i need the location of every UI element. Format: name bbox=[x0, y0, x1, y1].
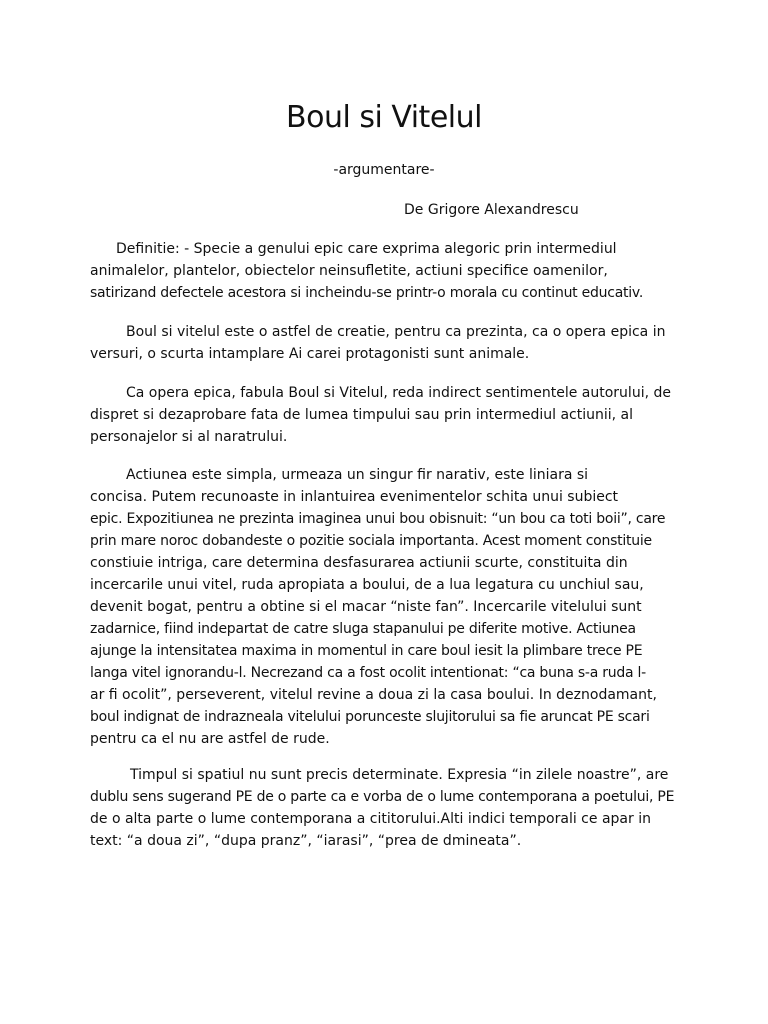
paragraph-line: devenit bogat, pentru a obtine si el macar “niste fan”. Incercarile vitelului sunt bbox=[90, 599, 642, 615]
paragraph-line: incercarile unui vitel, ruda apropiata a boului, de a lua legatura cu unchiul sau, bbox=[90, 577, 644, 593]
paragraph-line: boul indignat de indrazneala vitelului porunceste slujitorului sa fie aruncat PE scari bbox=[90, 709, 650, 725]
paragraph-line: Timpul si spatiul nu sunt precis determinate. Expresia “in zilele noastre”, are bbox=[130, 767, 669, 783]
paragraph-epic-work bbox=[90, 382, 680, 448]
paragraph-line: concisa. Putem recunoaste in inlantuirea evenimentelor schita unui subiect bbox=[90, 489, 619, 505]
paragraph-line: text: “a doua zi”, “dupa pranz”, “iarasi”, “prea de dmineata”. bbox=[90, 833, 522, 849]
paragraph-line: epic. Expozitiunea ne prezinta imaginea unui bou obisnuit: “un bou ca toti boii”, care bbox=[90, 511, 666, 527]
paragraph-line: Ca opera epica, fabula Boul si Vitelul, reda indirect sentimentele autorului, de bbox=[126, 385, 671, 401]
paragraph-line: satirizand defectele acestora si incheindu-se printr-o morala cu continut educativ. bbox=[90, 285, 644, 301]
paragraph-line: langa vitel ignorandu-l. Necrezand ca a fost ocolit intentionat: “ca buna s-a ruda l- bbox=[90, 665, 646, 681]
paragraph-line: ar fi ocolit”, perseverent, vitelul revine a doua zi la casa boului. In deznodamant, bbox=[90, 687, 657, 703]
paragraph-time-space bbox=[90, 764, 680, 852]
paragraph-line: Definitie: - Specie a genului epic care exprima alegoric prin intermediul bbox=[116, 241, 617, 257]
paragraph-line: prin mare noroc dobandeste o pozitie sociala importanta. Acest moment constituie bbox=[90, 533, 652, 549]
paragraph-line: ajunge la intensitatea maxima in momentul in care boul iesit la plimbare trece PE bbox=[90, 643, 643, 659]
paragraph-action bbox=[90, 464, 680, 750]
paragraph-line: personajelor si al naratrului. bbox=[90, 429, 288, 445]
paragraph-definition bbox=[90, 238, 680, 304]
paragraph-line: dispret si dezaprobare fata de lumea timpului sau prin intermediul actiunii, al bbox=[90, 407, 634, 423]
paragraph-line: Actiunea este simpla, urmeaza un singur fir narativ, este liniara si bbox=[126, 467, 589, 483]
paragraph-line: constiuie intriga, care determina desfasurarea actiunii scurte, constituita din bbox=[90, 555, 628, 571]
document-title: Boul si Vitelul bbox=[286, 100, 482, 135]
paragraph-creation bbox=[90, 321, 680, 365]
paragraph-line: pentru ca el nu are astfel de rude. bbox=[90, 731, 330, 747]
paragraph-line: versuri, o scurta intamplare Ai carei protagonisti sunt animale. bbox=[90, 346, 530, 362]
paragraph-line: zadarnice, fiind indepartat de catre sluga stapanului pe diferite motive. Actiunea bbox=[90, 621, 636, 637]
document-subtitle: -argumentare- bbox=[333, 162, 435, 178]
paragraph-line: de o alta parte o lume contemporana a cititorului.Alti indici temporali ce apar in bbox=[90, 811, 651, 827]
paragraph-line: animalelor, plantelor, obiectelor neinsufletite, actiuni specifice oamenilor, bbox=[90, 263, 608, 279]
paragraph-line: dublu sens sugerand PE de o parte ca e vorba de o lume contemporana a poetului, PE bbox=[90, 789, 675, 805]
author-line: De Grigore Alexandrescu bbox=[404, 202, 579, 218]
paragraph-line: Boul si vitelul este o astfel de creatie, pentru ca prezinta, ca o opera epica in bbox=[126, 324, 666, 340]
